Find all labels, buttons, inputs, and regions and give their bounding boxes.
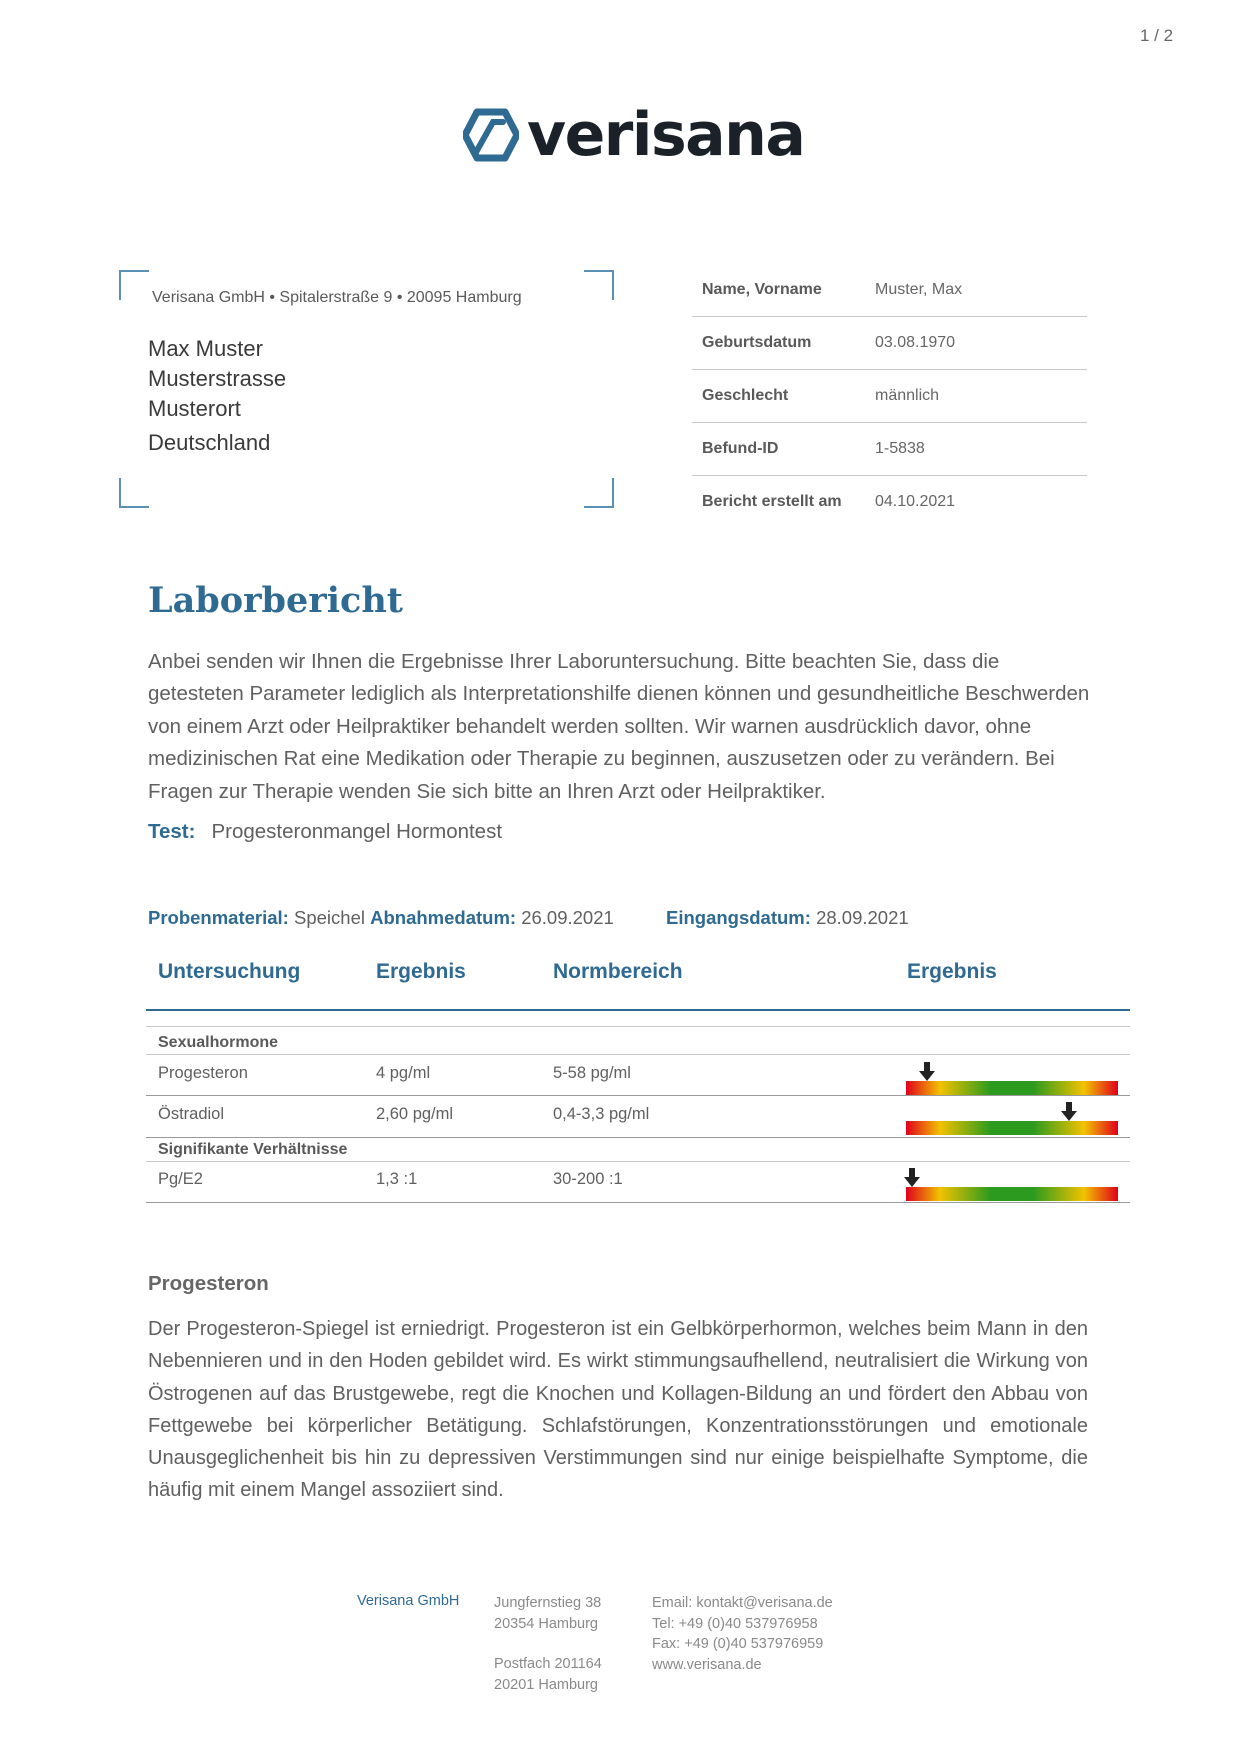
test-label: Test: — [148, 820, 196, 843]
column-header-test: Untersuchung — [158, 960, 301, 983]
recipient-name: Max Muster — [148, 336, 263, 361]
row-test: Progesteron — [158, 1064, 248, 1082]
row-test: Östradiol — [158, 1105, 225, 1123]
patient-info-row — [692, 476, 1087, 529]
info-label: Name, Vorname — [692, 264, 865, 317]
column-header-indicator: Ergebnis — [907, 960, 997, 983]
footer-postbox — [494, 1654, 602, 1695]
footer-postbox-line: 20201 Hamburg — [494, 1676, 598, 1693]
report-title: Laborbericht — [148, 580, 403, 621]
row-divider — [146, 1202, 1130, 1203]
sender-line: Verisana GmbH • Spitalerstraße 9 • 20095 Hamburg — [152, 289, 522, 306]
row-test: Pg/E2 — [158, 1170, 203, 1188]
explanation-text: Der Progesteron-Spiegel ist erniedrigt. Progesteron ist ein Gelbkörperhormon, welches beim Mann in den Nebennieren und in den Hoden gebildet wird. Es wirkt stimmungsaufhellend, neutralisiert die Wirkung von Östrogenen auf das Brustgewebe, regt die Knochen und Kollagen-Bildung an und fördert den Abbau von Fettgewebe bei körperlicher Betätigung. Schlafstörungen, Konzentrationsstörungen und emotionale Unausgeglichenheit bis hin zu depressiven Verstimmungen sind nur einige beispielhafte Symptome, die häufig mit einem Mangel assoziiert sind. — [148, 1318, 1088, 1502]
recipient-country: Deutschland — [148, 430, 271, 455]
footer-fax: Fax: +49 (0)40 537976959 — [652, 1636, 824, 1652]
recipient-street: Musterstrasse — [148, 366, 287, 391]
collection-label: Abnahmedatum: — [370, 907, 517, 928]
info-label: Geburtsdatum — [692, 317, 865, 370]
logo-text: verisana — [527, 100, 805, 170]
row-divider — [146, 1054, 1130, 1055]
footer-postbox-line: Postfach 201164 — [494, 1656, 602, 1672]
material-label: Probenmaterial: — [148, 907, 289, 928]
result-arrow-icon — [1059, 1102, 1079, 1122]
patient-info-row — [692, 317, 1087, 370]
row-result: 4 pg/ml — [376, 1064, 431, 1082]
test-value: Progesteronmangel Hormontest — [211, 820, 503, 843]
receipt-value: 28.09.2021 — [816, 907, 909, 928]
verisana-logo — [463, 100, 805, 170]
footer-address-line: Jungfernstieg 38 — [494, 1595, 602, 1611]
test-line — [148, 820, 502, 844]
result-arrow-icon — [902, 1168, 922, 1188]
row-divider — [146, 1137, 1130, 1138]
range-indicator-bar — [906, 1187, 1118, 1201]
footer-company: Verisana GmbH — [357, 1593, 460, 1609]
info-label: Geschlecht — [692, 370, 865, 423]
row-range: 0,4-3,3 pg/ml — [553, 1105, 650, 1123]
info-value: 1-5838 — [865, 423, 1087, 476]
page-number: 1 / 2 — [1140, 26, 1174, 45]
address-window-corner — [119, 270, 149, 300]
column-header-range: Normbereich — [553, 960, 683, 983]
receipt-label: Eingangsdatum: — [666, 907, 811, 928]
range-indicator-bar — [906, 1081, 1118, 1095]
collection-value: 26.09.2021 — [521, 907, 614, 928]
row-range: 30-200 :1 — [553, 1170, 623, 1188]
column-header-result: Ergebnis — [376, 960, 466, 983]
range-indicator-bar — [906, 1121, 1118, 1135]
material-value: Speichel — [294, 907, 365, 928]
row-range: 5-58 pg/ml — [553, 1064, 631, 1082]
info-value: 03.08.1970 — [865, 317, 1087, 370]
address-window-corner — [119, 478, 149, 508]
info-label: Bericht erstellt am — [702, 493, 842, 510]
footer-phone: Tel: +49 (0)40 537976958 — [652, 1615, 818, 1632]
section-title: Sexualhormone — [158, 1034, 279, 1051]
patient-info-row — [692, 423, 1087, 476]
info-label: Befund-ID — [692, 423, 865, 476]
patient-info-row — [692, 370, 1087, 423]
section-title: Signifikante Verhältnisse — [158, 1141, 348, 1158]
info-value: 04.10.2021 — [875, 493, 956, 510]
address-window-corner — [584, 270, 614, 300]
row-result: 1,3 :1 — [376, 1170, 418, 1188]
footer-address — [494, 1593, 601, 1634]
result-arrow-icon — [917, 1062, 937, 1082]
patient-info-row — [692, 264, 1087, 317]
footer-address-line: 20354 Hamburg — [494, 1615, 598, 1632]
sample-info — [148, 907, 614, 929]
report-intro: Anbei senden wir Ihnen die Ergebnisse Ihrer Laboruntersuchung. Bitte beachten Sie, dass die getesteten Parameter lediglich als Interpretationshilfe dienen können und gesundheitliche Beschwerden von einem Arzt oder Heilpraktiker behandelt werden sollten. Wir warnen ausdrücklich davor, ohne medizinischen Rat eine Medikation oder Therapie zu beginnen, auszusetzen oder zu verändern. Bei Fragen zur Therapie wenden Sie sich bitte an Ihren Arzt oder Heilpraktiker. — [148, 650, 1090, 803]
info-value: männlich — [865, 370, 1087, 423]
footer-contact — [652, 1593, 833, 1675]
explanation-heading: Progesteron — [148, 1272, 269, 1295]
row-result: 2,60 pg/ml — [376, 1105, 454, 1123]
patient-info-table — [692, 264, 1087, 528]
receipt-info — [666, 907, 909, 929]
info-value: Muster, Max — [865, 264, 1087, 317]
row-divider — [146, 1095, 1130, 1096]
verisana-logo-icon — [463, 108, 519, 162]
address-window-corner — [584, 478, 614, 508]
header-rule — [146, 1009, 1130, 1011]
header-rule-thin — [146, 1026, 1130, 1027]
footer-email: Email: kontakt@verisana.de — [652, 1595, 833, 1611]
row-divider — [146, 1161, 1130, 1162]
footer-website: www.verisana.de — [652, 1656, 762, 1673]
recipient-city: Musterort — [148, 396, 241, 421]
